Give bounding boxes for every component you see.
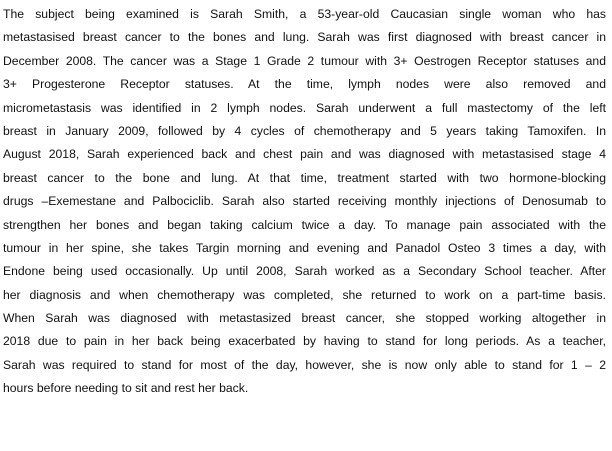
paragraph-line: 2018 due to pain in her back being exacerbated by having to stand for long periods. As a teacher, <box>3 334 606 349</box>
paragraph-line: December 2008. The cancer was a Stage 1 Grade 2 tumour with 3+ Oestrogen Receptor statuses and <box>3 53 606 68</box>
paragraph-line: The subject being examined is Sarah Smith, a 53-year-old Caucasian single woman who has <box>3 7 606 21</box>
paragraph-line: Endone being used occasionally. Up until 2008, Sarah worked as a Secondary School teacher. After <box>3 264 606 279</box>
paragraph-line: breast in January 2009, followed by 4 cycles of chemotherapy and 5 years taking Tamoxifen. In <box>3 123 606 138</box>
case-description-paragraph <box>3 3 606 401</box>
paragraph-line: 3+ Progesterone Receptor statuses. At the time, lymph nodes were also removed and <box>3 77 606 92</box>
paragraph-line: August 2018, Sarah experienced back and chest pain and was diagnosed with metastasised stage 4 <box>3 147 606 162</box>
paragraph-line: strengthen her bones and began taking calcium twice a day. To manage pain associated with the <box>3 217 606 232</box>
paragraph-line: tumour in her spine, she takes Targin morning and evening and Panadol Osteo 3 times a day, with <box>3 240 606 255</box>
paragraph-line: breast cancer to the bone and lung. At that time, treatment started with two hormone-blocking <box>3 170 606 185</box>
paragraph-line: hours before needing to sit and rest her back. <box>3 381 249 396</box>
paragraph-line: her diagnosis and when chemotherapy was completed, she returned to work on a part-time basis. <box>3 287 606 302</box>
paragraph-line: micrometastasis was identified in 2 lymph nodes. Sarah underwent a full mastectomy of the left <box>3 100 606 115</box>
paragraph-line: Sarah was required to stand for most of the day, however, she is now only able to stand for 1 – 2 <box>3 357 606 372</box>
paragraph-line: drugs –Exemestane and Palbociclib. Sarah also started receiving monthly injections of Denosumab to <box>3 194 606 209</box>
paragraph-line: metastasised breast cancer to the bones and lung. Sarah was first diagnosed with breast cancer in <box>3 30 606 45</box>
paragraph-line: When Sarah was diagnosed with metastasized breast cancer, she stopped working altogether in <box>3 311 606 326</box>
